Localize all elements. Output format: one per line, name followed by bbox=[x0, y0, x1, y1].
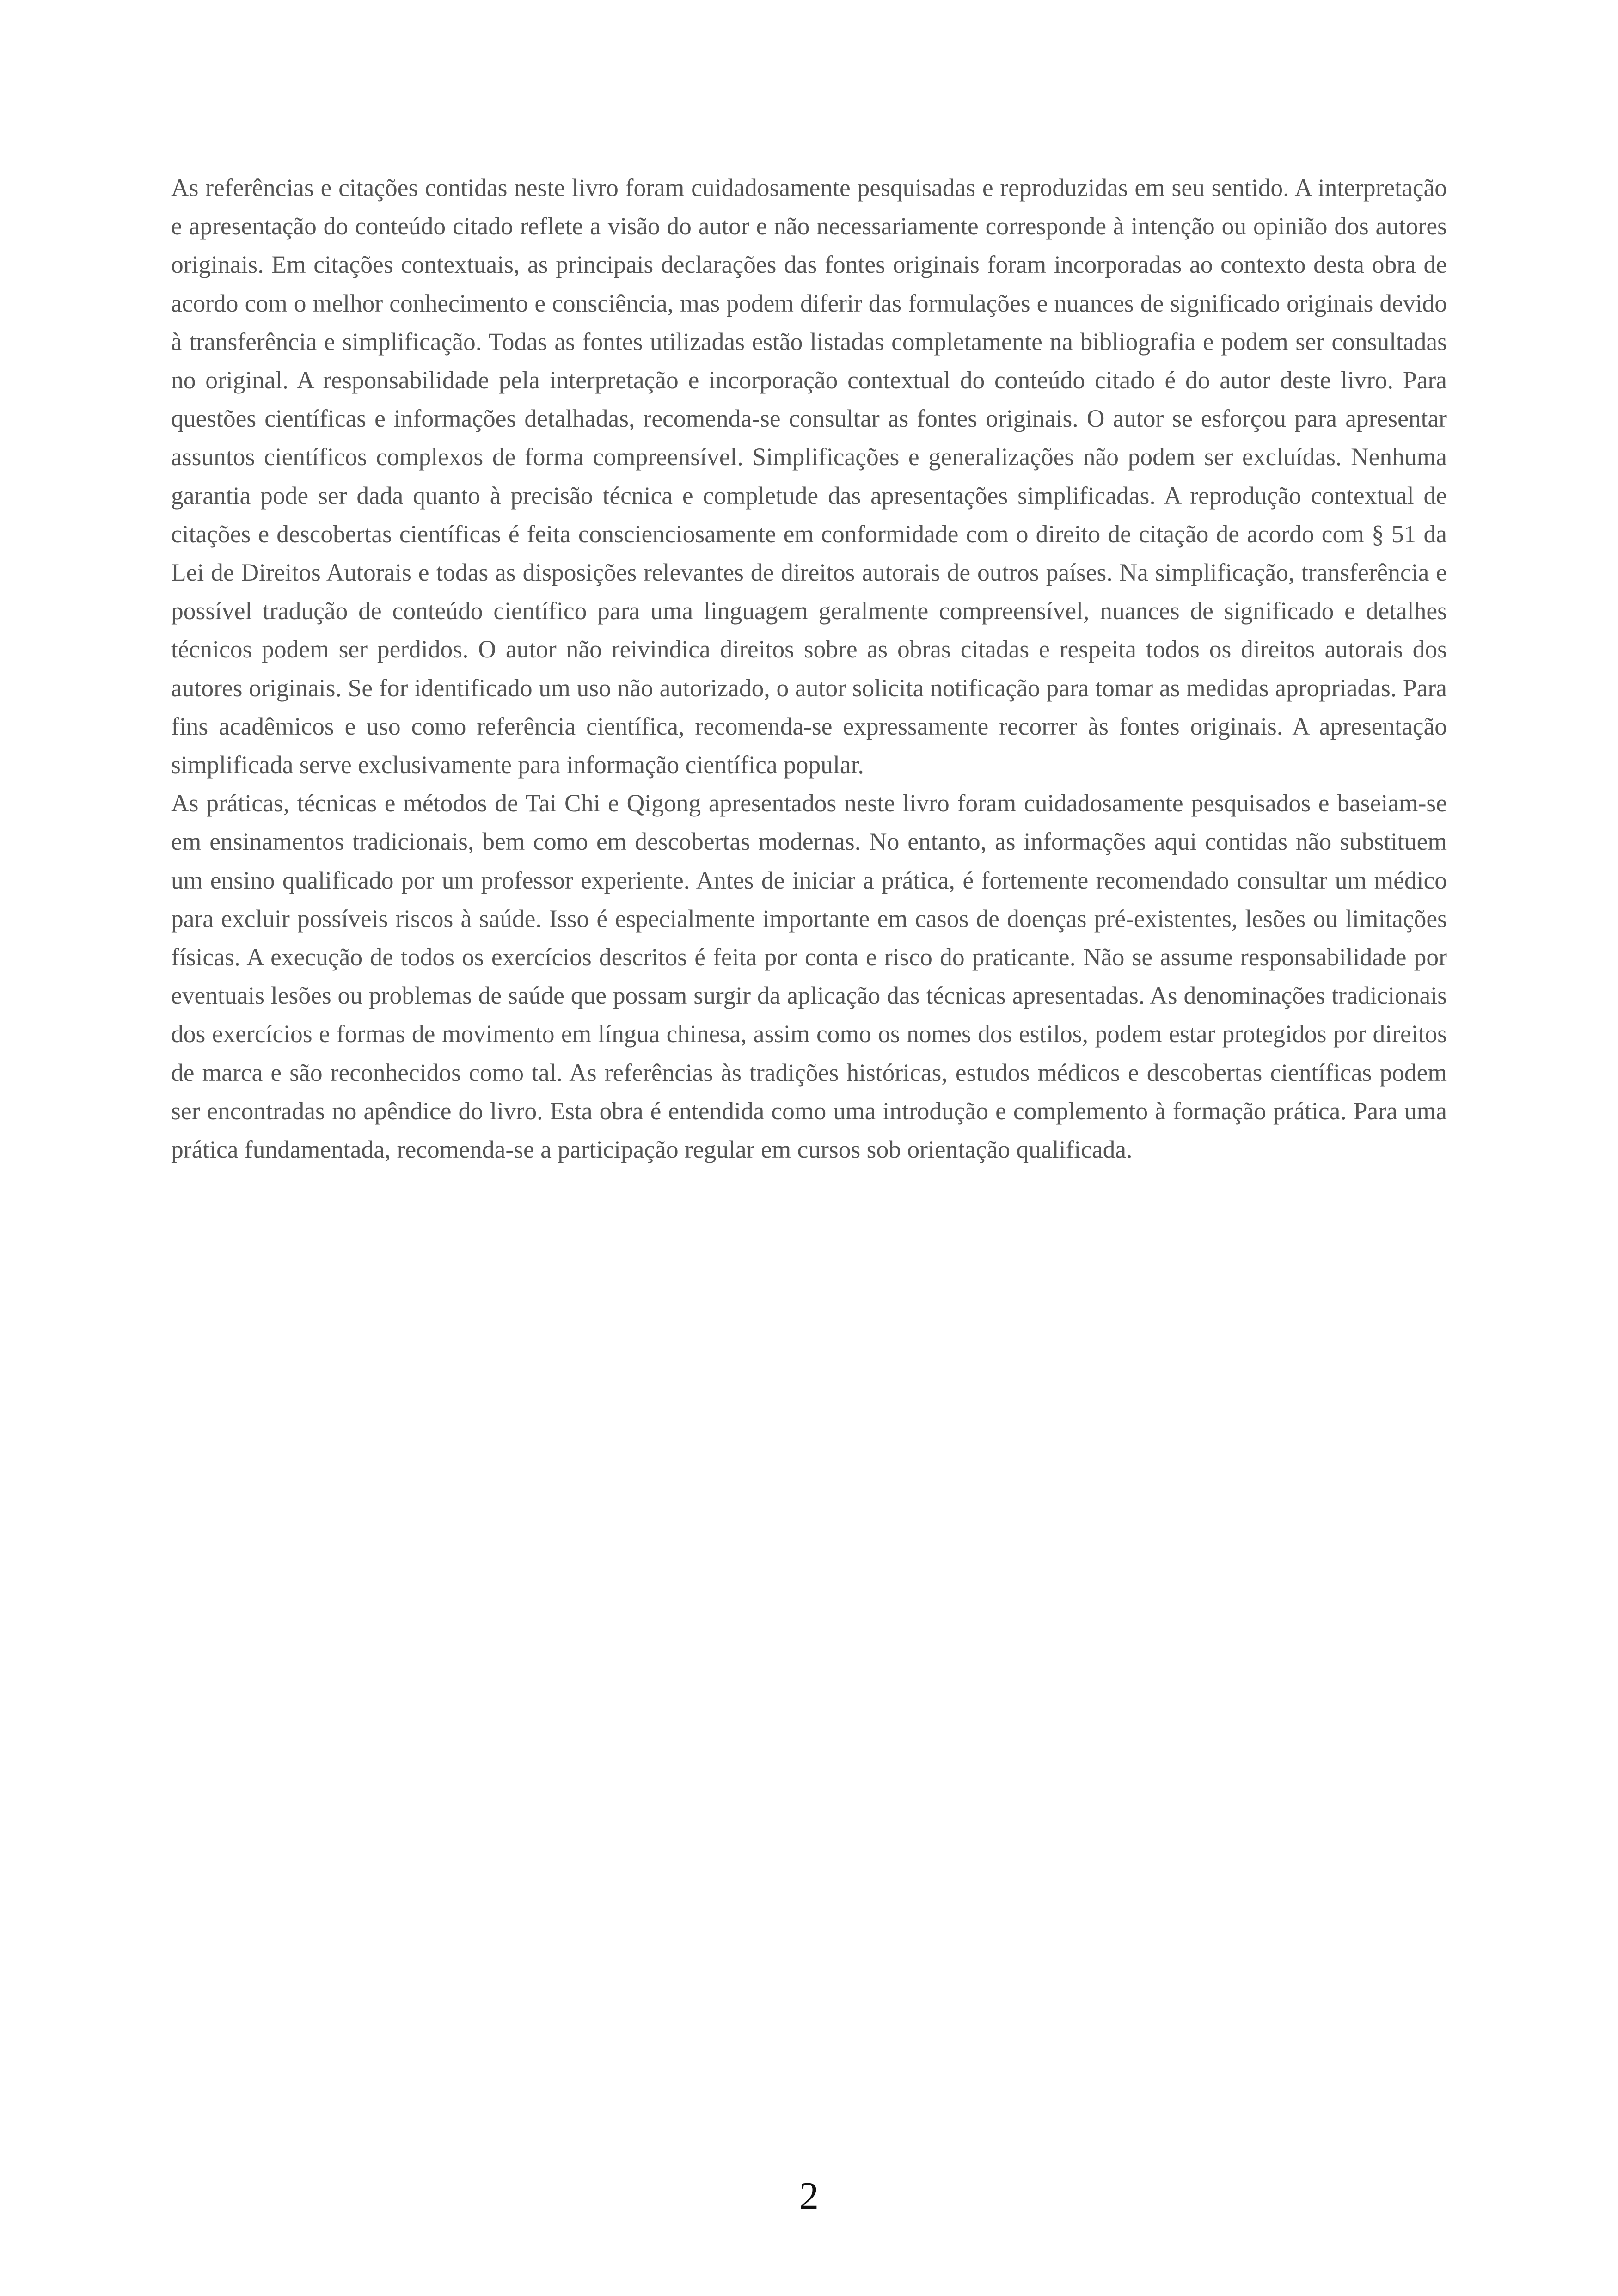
body-text bbox=[171, 169, 1447, 1169]
paragraph-citations-disclaimer: As referências e citações contidas neste livro foram cuidadosamente pesquisadas e reproduzidas em seu sentido. A interpretação e apresentação do conteúdo citado reflete a visão do autor e não necessariamente corresponde à intenção ou opinião dos autores originais. Em citações contextuais, as principais declarações das fontes originais foram incorporadas ao contexto desta obra de acordo com o melhor conhecimento e consciência, mas podem diferir das formulações e nuances de significado originais devido à transferência e simplificação. Todas as fontes utilizadas estão listadas completamente na bibliografia e podem ser consultadas no original. A responsabilidade pela interpretação e incorporação contextual do conteúdo citado é do autor deste livro. Para questões científicas e informações detalhadas, recomenda-se consultar as fontes originais. O autor se esforçou para apresentar assuntos científicos complexos de forma compreensível. Simplificações e generalizações não podem ser excluídas. Nenhuma garantia pode ser dada quanto à precisão técnica e completude das apresentações simplificadas. A reprodução contextual de citações e descobertas científicas é feita conscienciosamente em conformidade com o direito de citação de acordo com § 51 da Lei de Direitos Autorais e todas as disposições relevantes de direitos autorais de outros países. Na simplificação, transferência e possível tradução de conteúdo científico para uma linguagem geralmente compreensível, nuances de significado e detalhes técnicos podem ser perdidos. O autor não reivindica direitos sobre as obras citadas e respeita todos os direitos autorais dos autores originais. Se for identificado um uso não autorizado, o autor solicita notificação para tomar as medidas apropriadas. Para fins acadêmicos e uso como referência científica, recomenda-se expressamente recorrer às fontes originais. A apresentação simplificada serve exclusivamente para informação científica popular. bbox=[171, 174, 1447, 779]
paragraph-practice-disclaimer: As práticas, técnicas e métodos de Tai Chi e Qigong apresentados neste livro foram cuidadosamente pesquisados e baseiam-se em ensinamentos tradicionais, bem como em descobertas modernas. No entanto, as informações aqui contidas não substituem um ensino qualificado por um professor experiente. Antes de iniciar a prática, é fortemente recomendado consultar um médico para excluir possíveis riscos à saúde. Isso é especialmente importante em casos de doenças pré-existentes, lesões ou limitações físicas. A execução de todos os exercícios descritos é feita por conta e risco do praticante. Não se assume responsabilidade por eventuais lesões ou problemas de saúde que possam surgir da aplicação das técnicas apresentadas. As denominações tradicionais dos exercícios e formas de movimento em língua chinesa, assim como os nomes dos estilos, podem estar protegidos por direitos de marca e são reconhecidos como tal. As referências às tradições históricas, estudos médicos e descobertas científicas podem ser encontradas no apêndice do livro. Esta obra é entendida como uma introdução e complemento à formação prática. Para uma prática fundamentada, recomenda-se a participação regular em cursos sob orientação qualificada. bbox=[171, 789, 1447, 1164]
page-number: 2 bbox=[799, 2174, 819, 2217]
